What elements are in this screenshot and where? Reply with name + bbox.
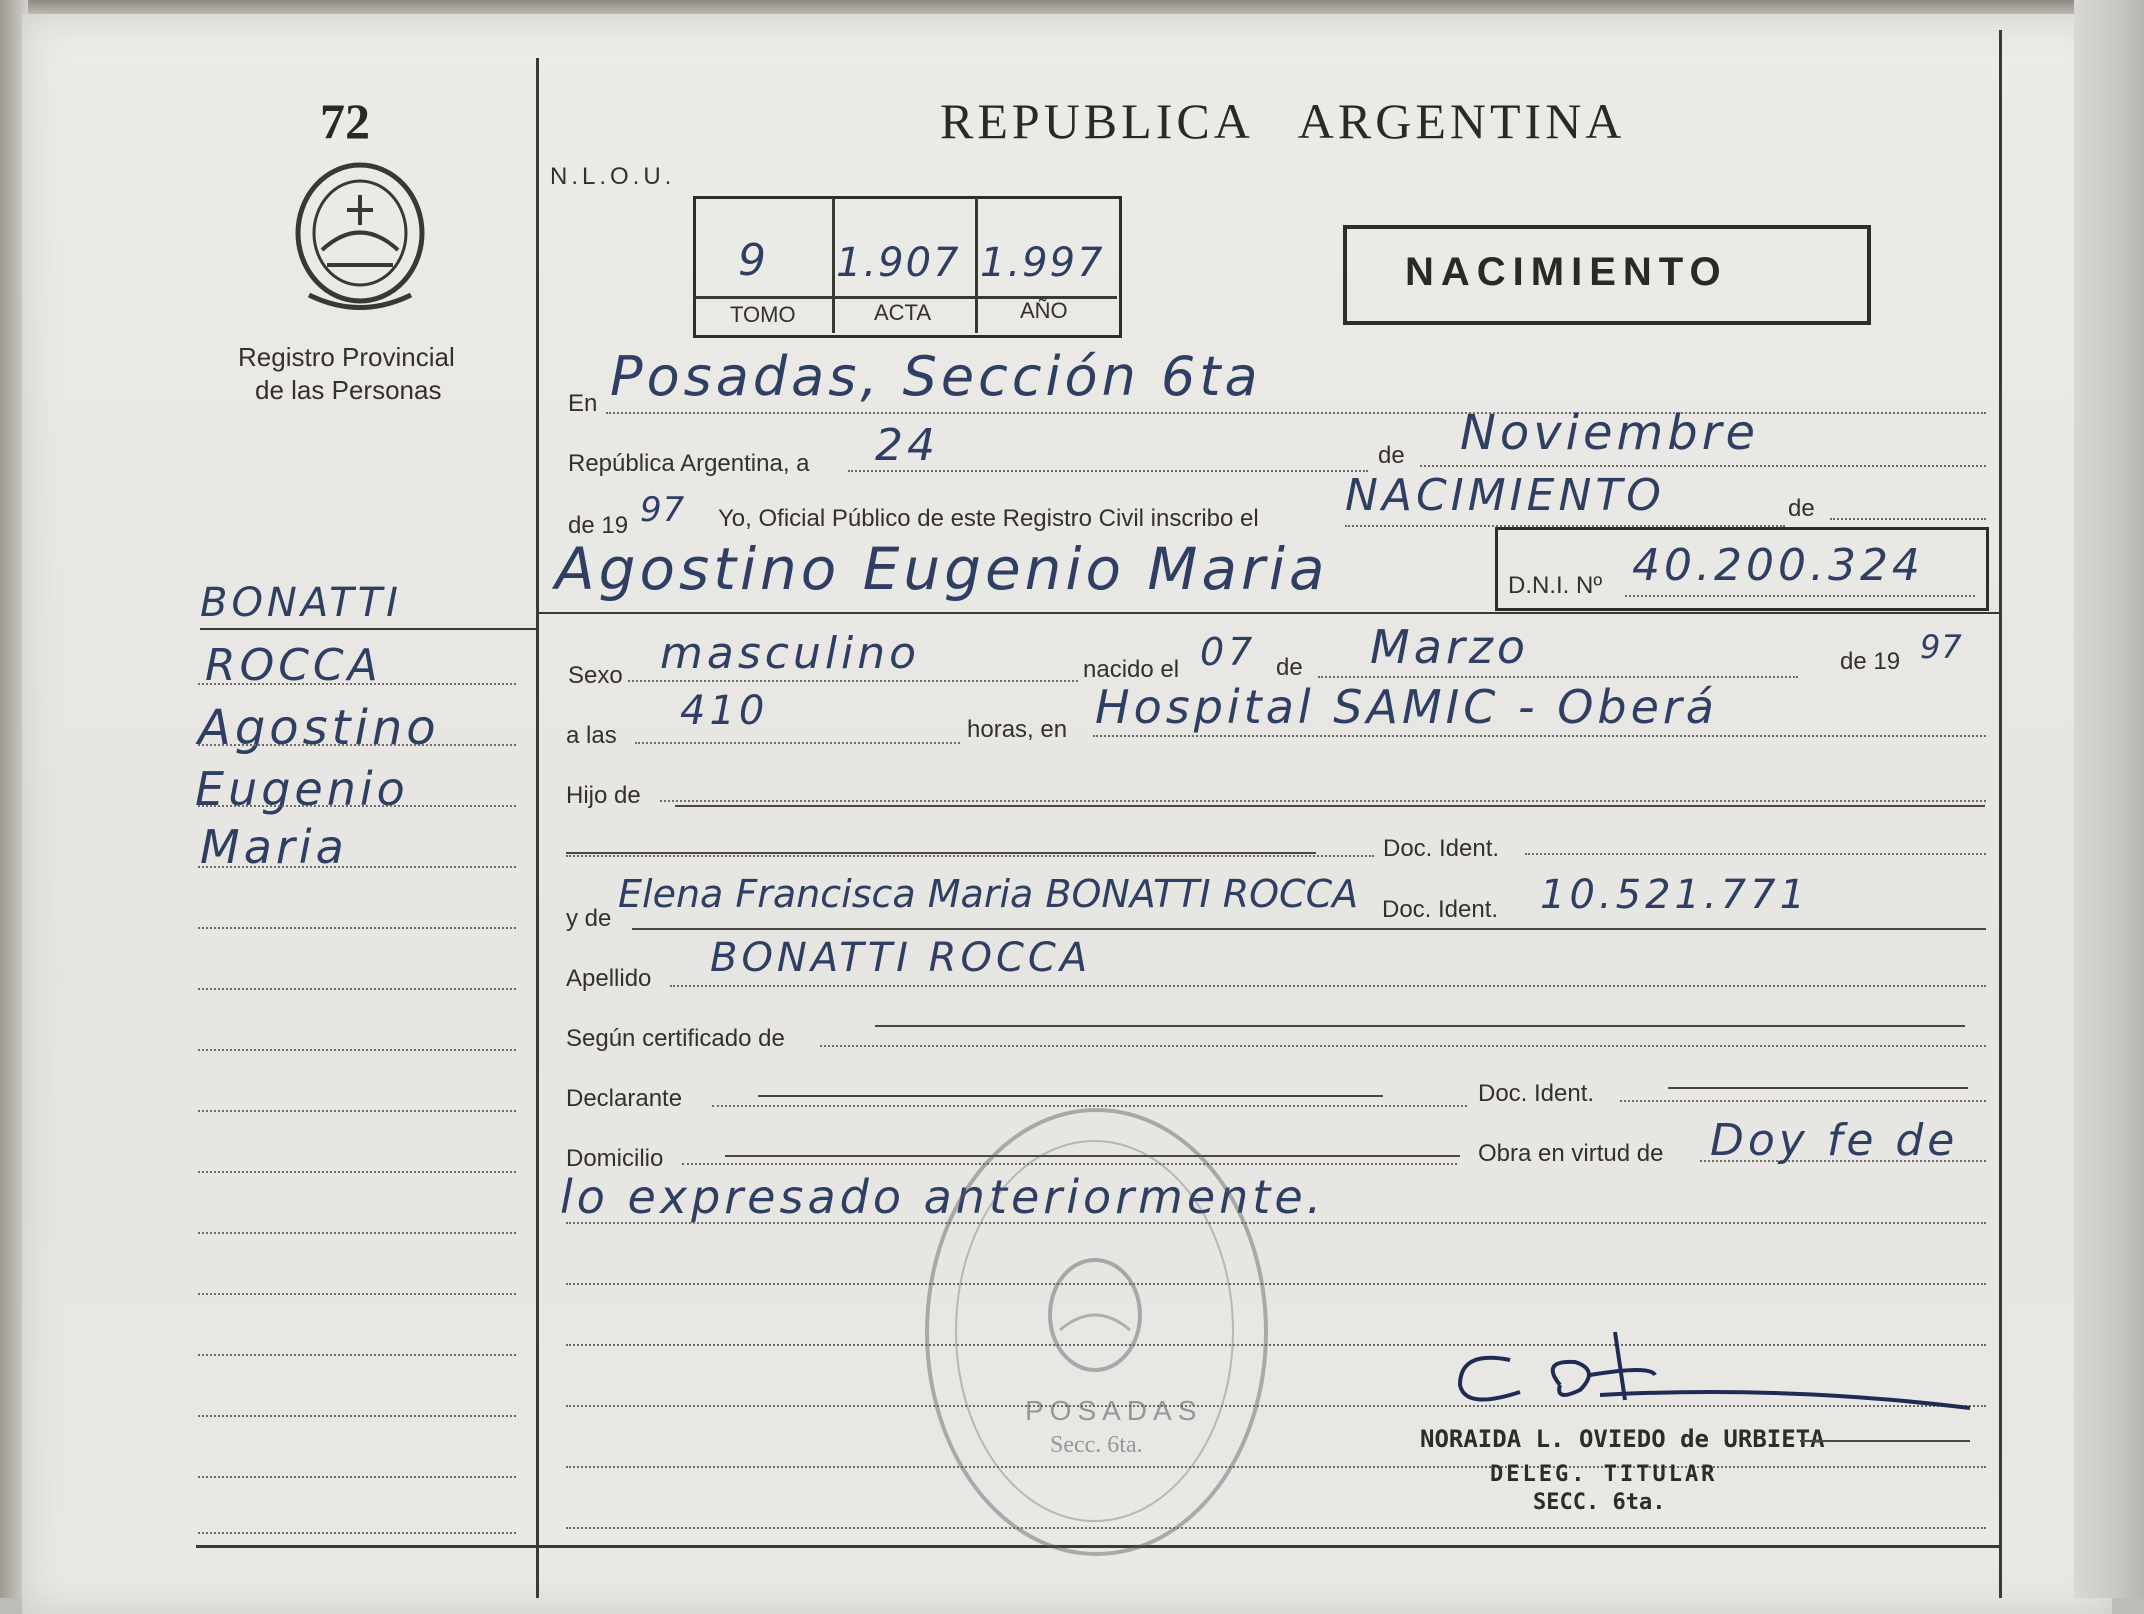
year-prefix-label: de 19 xyxy=(568,512,629,539)
segun-label: Según certificado de xyxy=(566,1025,785,1052)
domicilio-label: Domicilio xyxy=(566,1145,664,1172)
month-line xyxy=(1420,465,1986,467)
side-line xyxy=(198,866,516,868)
hijo-strike xyxy=(675,805,1985,807)
month-value: Noviembre xyxy=(1460,405,1760,461)
obra-value: Doy fe de xyxy=(1710,1115,1959,1166)
form-line xyxy=(566,1527,1986,1529)
form-line xyxy=(566,1222,1986,1224)
signatory-name: NORAIDA L. OVIEDO de URBIETA xyxy=(1420,1425,1825,1453)
declarante-strike xyxy=(758,1095,1383,1097)
dni-value: 40.200.324 xyxy=(1632,540,1924,591)
horas-en-label: horas, en xyxy=(967,716,1068,743)
tomo-value: 9 xyxy=(738,235,770,286)
sexo-line xyxy=(628,680,1078,682)
hora-line xyxy=(635,742,960,744)
side-line xyxy=(198,683,516,685)
declarante-doc-line xyxy=(1620,1100,1986,1102)
declarante-label: Declarante xyxy=(566,1085,683,1112)
dni-line xyxy=(1625,595,1975,597)
side-line xyxy=(198,988,516,990)
padre-doc-line xyxy=(1525,853,1986,855)
record-box-divider xyxy=(975,198,978,333)
stamp-city: POSADAS xyxy=(1025,1395,1203,1426)
inscribo-line-2 xyxy=(1830,518,1986,520)
declarante-doc-strike xyxy=(1668,1087,1968,1089)
signatory-section: SECC. 6ta. xyxy=(1533,1490,1666,1515)
madre-doc-value: 10.521.771 xyxy=(1540,872,1810,918)
stamp-emblem xyxy=(1040,1250,1150,1385)
province-seal xyxy=(287,155,433,315)
day-value: 24 xyxy=(875,420,939,471)
side-line xyxy=(198,1110,516,1112)
oficial-text: Yo, Oficial Público de este Registro Civil inscribo el xyxy=(718,505,1259,532)
left-column-divider xyxy=(536,58,539,1598)
nacido-month: Marzo xyxy=(1370,620,1530,674)
sexo-label: Sexo xyxy=(568,662,623,689)
inscribo-value: NACIMIENTO xyxy=(1345,470,1665,521)
stamp-section: Secc. 6ta. xyxy=(1050,1432,1143,1458)
declarante-line xyxy=(712,1105,1467,1107)
page-number: 72 xyxy=(320,93,370,149)
record-box-divider xyxy=(832,198,835,333)
side-name-4: Eugenio xyxy=(195,762,409,816)
hijo-label: Hijo de xyxy=(566,782,641,809)
yde-label: y de xyxy=(566,905,612,932)
republica-label: República Argentina, a xyxy=(568,450,810,477)
segun-line xyxy=(820,1045,1986,1047)
doc-ident-label-3: Doc. Ident. xyxy=(1478,1080,1595,1107)
doc-ident-label-2: Doc. Ident. xyxy=(1382,896,1499,923)
apellido-label: Apellido xyxy=(566,965,652,992)
document-title: REPUBLICA ARGENTINA xyxy=(940,93,1626,149)
ano-label: AÑO xyxy=(1020,298,1068,323)
lugar-value: Hospital SAMIC - Oberá xyxy=(1095,680,1718,734)
right-border xyxy=(1999,30,2002,1598)
alas-label: a las xyxy=(566,722,617,749)
lugar-line xyxy=(1093,735,1986,737)
nacido-label: nacido el xyxy=(1083,656,1180,683)
apellido-line xyxy=(670,985,1986,987)
side-line xyxy=(198,1232,516,1234)
side-line xyxy=(198,805,516,807)
side-line xyxy=(198,1354,516,1356)
de-label-2: de xyxy=(1788,495,1815,522)
nacido-year-prefix: de 19 xyxy=(1840,648,1901,675)
padre-strike xyxy=(566,852,1316,854)
tomo-label: TOMO xyxy=(730,302,796,327)
acta-label: ACTA xyxy=(874,300,932,325)
side-line xyxy=(198,1171,516,1173)
book-spine xyxy=(2074,0,2144,1598)
obra-value-continued: lo expresado anteriormente. xyxy=(560,1170,1326,1224)
side-line xyxy=(198,927,516,929)
registry-name-line1: Registro Provincial xyxy=(238,342,455,372)
record-type-label: NACIMIENTO xyxy=(1405,250,1728,294)
de-label-3: de xyxy=(1276,654,1303,681)
signatory-line xyxy=(1800,1440,1970,1442)
hora-value: 410 xyxy=(680,688,769,734)
nacido-day: 07 xyxy=(1200,630,1257,674)
handwritten-signature xyxy=(1450,1330,1980,1420)
nacido-year: 97 xyxy=(1920,628,1963,666)
segun-strike xyxy=(875,1025,1965,1027)
side-line xyxy=(198,1476,516,1478)
header-divider-left xyxy=(200,628,538,630)
acta-value: 1.907 xyxy=(836,240,961,286)
nlou-stamp: N.L.O.U. xyxy=(550,163,676,190)
dni-label: D.N.I. Nº xyxy=(1508,572,1603,599)
doc-ident-label: Doc. Ident. xyxy=(1383,835,1500,862)
obra-label: Obra en virtud de xyxy=(1478,1140,1664,1167)
en-line xyxy=(606,412,1986,414)
registry-name-line2: de las Personas xyxy=(255,375,442,405)
hijo-line xyxy=(660,800,1986,802)
side-line xyxy=(198,744,516,746)
padre-line xyxy=(566,855,1374,857)
nacido-month-line xyxy=(1318,676,1798,678)
madre-value: Elena Francisca Maria BONATTI ROCCA xyxy=(618,872,1359,916)
en-label: En xyxy=(568,390,598,417)
en-value: Posadas, Sección 6ta xyxy=(610,345,1262,408)
full-name-value: Agostino Eugenio Maria xyxy=(555,535,1329,603)
sexo-value: masculino xyxy=(660,628,921,679)
de-label: de xyxy=(1378,442,1405,469)
side-name-2: ROCCA xyxy=(205,640,382,691)
side-line xyxy=(198,1049,516,1051)
side-name-1: BONATTI xyxy=(200,580,402,626)
apellido-value: BONATTI ROCCA xyxy=(710,935,1092,981)
year-value: 97 xyxy=(640,490,686,530)
side-line xyxy=(198,1293,516,1295)
ano-value: 1.997 xyxy=(980,240,1105,286)
form-line xyxy=(566,1466,1986,1468)
header-divider-right xyxy=(536,612,2001,614)
madre-underline xyxy=(632,928,1986,930)
side-line xyxy=(198,1532,516,1534)
signatory-role: DELEG. TITULAR xyxy=(1490,1462,1718,1487)
side-name-3: Agostino xyxy=(198,700,440,756)
side-name-5: Maria xyxy=(200,820,348,874)
side-line xyxy=(198,1415,516,1417)
form-line xyxy=(566,1283,1986,1285)
